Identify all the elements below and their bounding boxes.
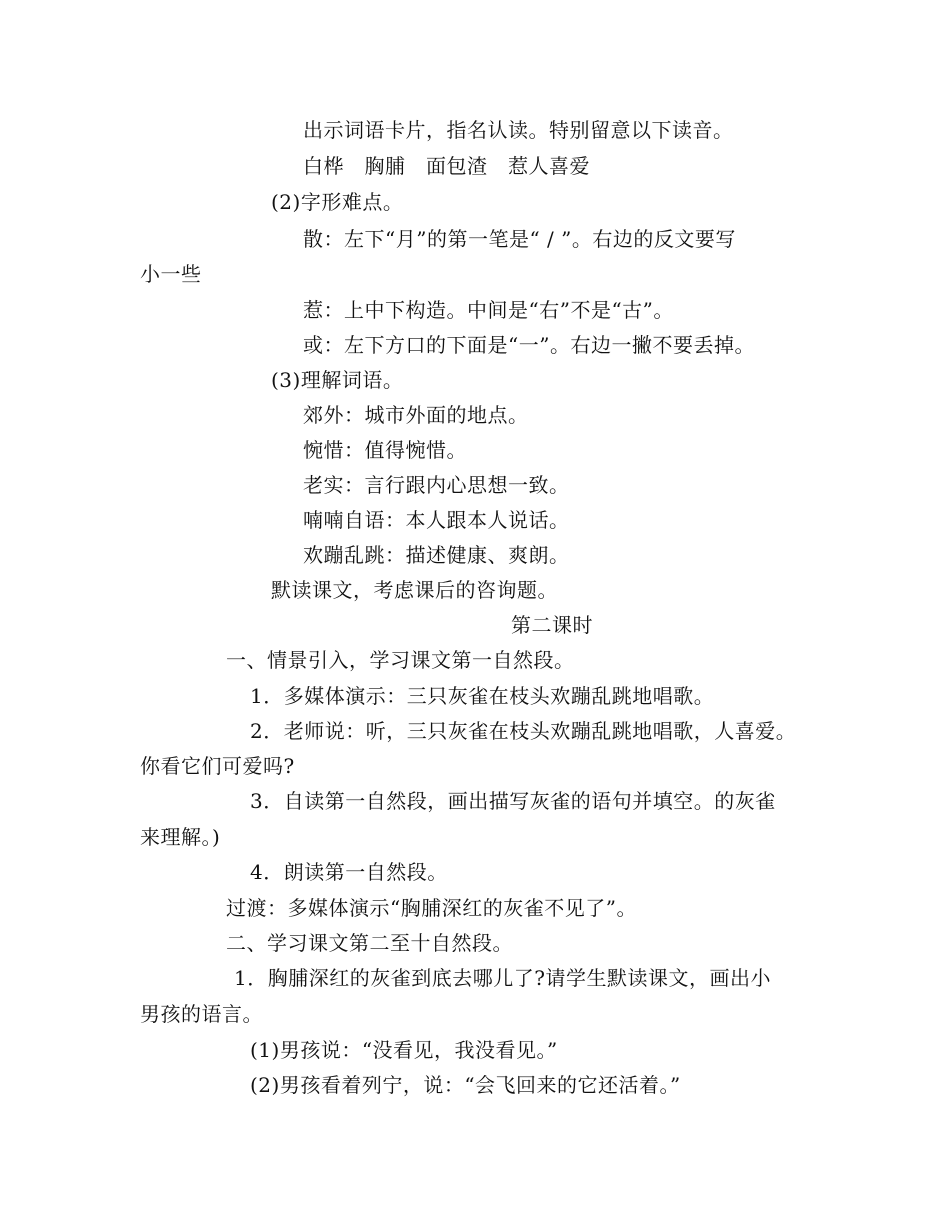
text-line: (2)男孩看着列宁，说：“会飞回来的它还活着。”: [250, 1073, 681, 1097]
text-line: 过渡：多媒体演示“胸脯深红的灰雀不见了”。: [226, 896, 637, 920]
text-line: 来理解。): [140, 825, 221, 849]
text-line: 2．老师说：听，三只灰雀在枝头欢蹦乱跳地唱歌，人喜爱。: [250, 719, 797, 743]
text-line: 一、情景引入，学习课文第一自然段。: [226, 648, 575, 672]
text-line: 默读课文，考虑课后的咨询题。: [271, 578, 558, 602]
text-line: 1．胸脯深红的灰雀到底去哪儿了?请学生默读课文，画出小: [234, 966, 771, 990]
text-line: 1．多媒体演示：三只灰雀在枝头欢蹦乱跳地唱歌。: [250, 684, 715, 708]
text-line: 惋惜：值得惋惜。: [303, 438, 467, 462]
text-line: (1)男孩说：“没看见，我没看见。”: [250, 1038, 558, 1062]
text-line: 散：左下“月”的第一笔是“ / ”。右边的反文要写: [303, 227, 736, 251]
section-heading: 第二课时: [511, 613, 593, 637]
text-line: 二、学习课文第二至十自然段。: [226, 931, 513, 955]
text-line: 老实：言行跟内心思想一致。: [303, 473, 570, 497]
text-line: 欢蹦乱跳：描述健康、爽朗。: [303, 543, 570, 567]
text-line: (2)字形难点。: [271, 190, 404, 214]
text-line: 4．朗读第一自然段。: [250, 860, 448, 884]
text-line: 你看它们可爱吗?: [140, 754, 295, 778]
text-line: 喃喃自语：本人跟本人说话。: [303, 508, 570, 532]
text-line: 郊外：城市外面的地点。: [303, 403, 529, 427]
text-line: 或：左下方口的下面是“一”。右边一撇不要丢掉。: [303, 333, 755, 357]
text-line: 小一些: [140, 262, 202, 286]
text-line: (3)理解词语。: [271, 368, 404, 392]
text-line: 3．自读第一自然段，画出描写灰雀的语句并填空。的灰雀: [250, 789, 776, 813]
text-line: 白桦 胸脯 面包渣 惹人喜爱: [303, 154, 590, 178]
text-line: 男孩的语言。: [140, 1002, 263, 1026]
text-line: 出示词语卡片，指名认读。特别留意以下读音。: [303, 118, 734, 142]
text-line: 惹：上中下构造。中间是“右”不是“古”。: [303, 298, 674, 322]
